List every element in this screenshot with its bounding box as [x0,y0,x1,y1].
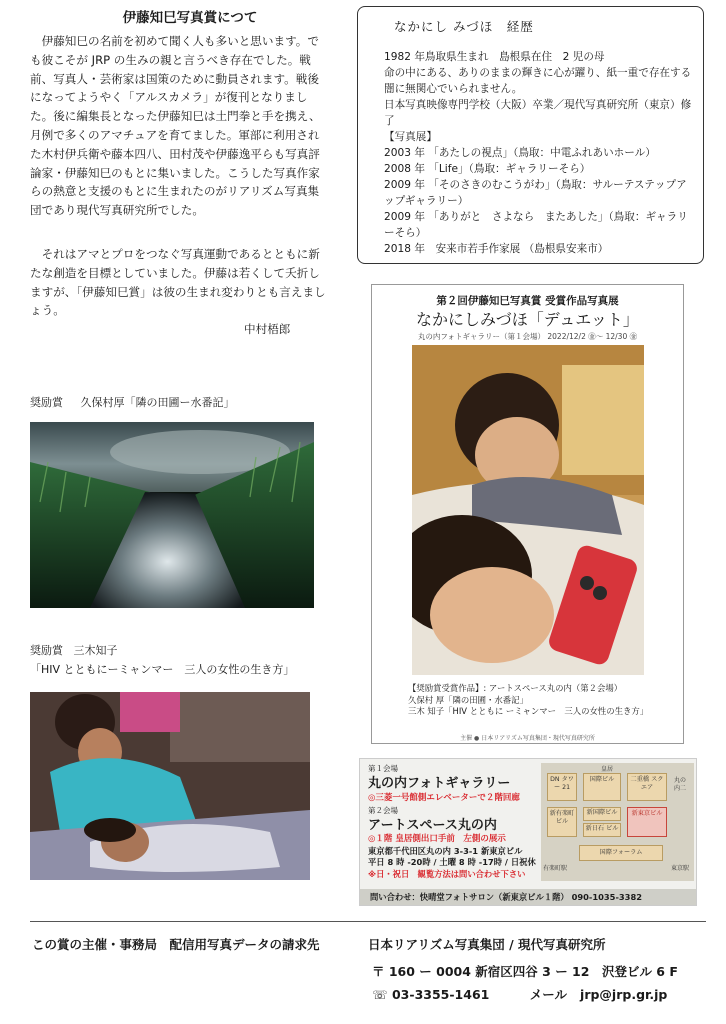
venue1-label: 第１会場 [368,764,398,773]
essay-author: 中村梧郎 [244,322,291,336]
award2-work: 「HIV とともにーミャンマー 三人の女性の生き方」 [30,663,295,676]
map-label-top: 皇居 [601,766,614,773]
profile-body [384,49,694,257]
award1-caption [30,394,234,412]
footer-phone: ☏ 03-3355-1461 [372,987,490,1002]
footer-organizer-label: この賞の主催・事務局 配信用写真データの請求先 [32,937,320,952]
venue1-name: 丸の内フォトギャラリー [368,776,511,791]
map-building: 国際フォーラム [579,845,663,861]
venue-address: 東京都千代田区丸の内 3-3-1 新東京ビル [368,846,523,856]
poster-sponsor: 主催 ● 日本リアリズム写真集団・現代写真研究所 [460,735,595,742]
venue2-note: ◎１階 皇居側出口手前 左側の展示 [368,834,506,844]
poster-notes [408,683,678,718]
map-building: 新国際ビル [583,807,621,821]
award1-label: 奨励賞 [30,396,63,409]
profile-line: 日本写真映像専門学校（大阪）卒業／現代写真研究所（東京）修了 [384,99,692,127]
venue2-label: 第２会場 [368,806,398,815]
profile-line: 【写真展】 [384,131,437,143]
poster-photo [412,345,644,675]
poster-venue-dates: 丸の内フォトギャラリー（第１会場） 2022/12/2 ㊎〜 12/30 ㊎ [417,332,638,341]
footer-address: 〒 160 ー 0004 新宿区四谷 3 ー 12 沢登ビル 6 F [372,964,678,979]
map-building: 国際ビル [583,773,621,801]
profile-line: 2009 年 「そのさきのむこうがわ」（鳥取：サルーテステップアップギャラリー） [384,179,687,207]
footer-divider [30,921,706,922]
poster-note: 久保村 厚「隣の田圃・水番記」 [408,694,528,705]
essay-paragraph-1: 伊藤知巳の名前を初めて聞く人も多いと思います。でも彼こそが JRP の生みの親と言うべき存在でした。戦前、写真人・芸術家は国策のために動員されます。戦後になってようやく「アルスカメラ」が復刊となりました。後に編集長となった伊藤知巳は土門拳と手を携え、月例で多くのアマチュアを育てました。軍部に利用された木村伊兵衛や藤本四八、田村茂や伊藤逸平らも写真評論家・伊藤知巳のもとに集いました。こうした写真作家らの熱意と支援のもとに生まれたのがリアリズム写真集団であり現代写真研究所でした。 [30,34,321,218]
venue-holiday-note: ※日・祝日 観覧方法は問い合わせ下さい [368,869,526,879]
venue2-name: アートスペース丸の内 [368,818,497,833]
footer-mail-label: メール [529,987,567,1002]
map-building: 新日石 ビル [583,823,621,837]
profile-box [357,6,704,264]
map-venue-building: 新東京ビル [627,807,667,837]
poster-title: なかにしみづほ「デュエット」 [416,310,639,329]
venue-map [541,763,694,881]
award1-photo [30,422,314,608]
venue-contact: 問い合わせ：快晴堂フォトサロン（新東京ビル１階） 090-1035-3382 [360,889,696,905]
profile-line: 2003 年 「あたしの視点」（鳥取：中電ふれあいホール） [384,147,656,159]
profile-title: なかにし みづほ 経歴 [394,19,534,34]
profile-line: 1982 年鳥取県生まれ 島根県在住 2 児の母 [384,51,605,63]
footer-mail: jrp@jrp.gr.jp [580,987,668,1002]
map-label-side: 丸の内二 [674,777,687,792]
map-label-road: 有楽町駅 [543,865,568,872]
award2-name: 三木知子 [73,644,118,657]
venue-hours: 平日 8 時 -20時 / 土曜 8 時 -17時 / 日祝休 [368,857,536,867]
award2-caption-line1 [30,642,118,660]
map-building: DN タワー 21 [547,773,577,801]
award2-label: 奨励賞 [30,644,63,657]
venue-flyer [359,758,697,906]
profile-line: 2018 年 安来市若手作家展 （島根県安来市） [384,243,609,255]
profile-line: 命の中にある、ありのままの輝きに心が躍り、紙一重で存在する闇に無関心でいられません。 [384,67,692,95]
essay-paragraph-2: それはアマとプロをつなぐ写真運動であるとともに新たな創造を目標としていました。伊藤は若くして夭折しますが、「伊藤知巳賞」は彼の生まれ変わりとも言えましょう。 [30,247,326,318]
map-label-station: 東京駅 [671,865,690,872]
profile-line: 2008 年 「Life」（鳥取：ギャラリーそら） [384,163,591,175]
footer-contact [372,985,667,1003]
exhibition-poster [371,284,684,744]
profile-line: 2009 年 「ありがと さよなら またあした」（鳥取：ギャラリーそら） [384,211,688,239]
award2-photo [30,692,310,880]
poster-note: 三木 知子「HIV とともに ーミャンマー 三人の女性の生き方」 [408,706,649,716]
poster-heading: 第２回伊藤知巳写真賞 受賞作品写真展 [436,295,619,307]
map-building: 新有楽町 ビル [547,807,577,837]
map-building: 二重橋 スクエア [627,773,667,801]
footer-organization: 日本リアリズム写真集団 / 現代写真研究所 [368,937,606,952]
essay-title: 伊藤知巳写真賞につて [122,10,258,26]
venue1-note: ◎三菱一号館側エレベーターで２階回廊 [368,793,520,803]
award1-name: 久保村厚 [80,396,125,409]
poster-note: 【奨励賞受賞作品】: アートスペース丸の内（第２会場） [408,683,623,693]
award1-work: 「隣の田圃ー水番記」 [124,396,235,409]
